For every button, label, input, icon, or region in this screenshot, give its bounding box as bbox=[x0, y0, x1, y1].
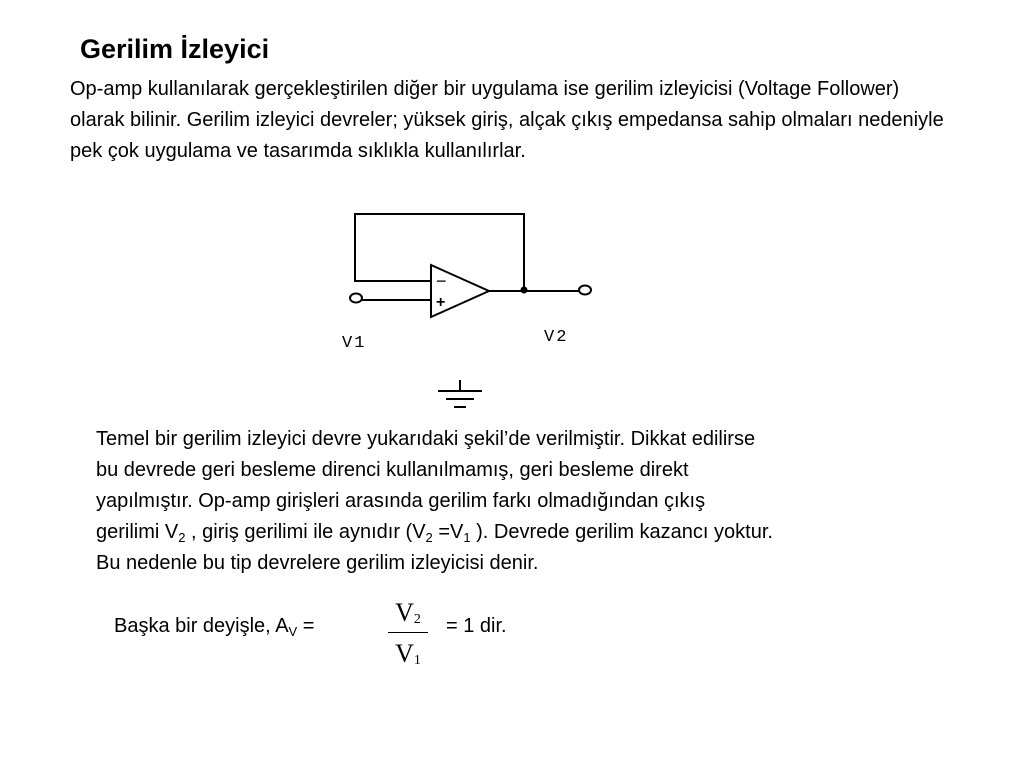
input-terminal bbox=[350, 294, 362, 303]
fraction-denominator: $V_1$ bbox=[395, 639, 421, 668]
inverting-input-sign: − bbox=[436, 271, 447, 291]
junction-dot bbox=[521, 287, 528, 294]
explanation-line-3: yapılmıştır. Op-amp girişleri arasında gerilim farkı olmadığından çıkış bbox=[96, 490, 706, 512]
explanation-line-5: Bu nedenle bu tip devrelere gerilim izleyicisi denir. bbox=[96, 552, 539, 574]
gain-fraction bbox=[388, 598, 428, 669]
intro-paragraph: Op-amp kullanılarak gerçekleştirilen diğer bir uygulama ise gerilim izleyicisi (Voltage Follower) olarak bilinir. Gerilim izleyici devreler; yüksek giriş, alçak çıkış empedansa sahip olmaları nedeniyle pek çok uygulama ve tasarımda sıklıkla kullanılırlar. bbox=[70, 78, 944, 162]
fraction-numerator: $V_2$ bbox=[395, 598, 421, 627]
input-label-v1: V1 bbox=[342, 334, 367, 353]
explanation-line-1: Temel bir gerilim izleyici devre yukarıdaki şekil’de verilmiştir. Dikkat edilirse bbox=[96, 428, 756, 450]
output-terminal bbox=[579, 286, 591, 295]
non-inverting-input-sign: + bbox=[436, 294, 446, 311]
explanation-line-2: bu devrede geri besleme direnci kullanılmamış, geri besleme direkt bbox=[96, 459, 689, 481]
ground-symbol bbox=[438, 380, 482, 407]
page-title: Gerilim İzleyici bbox=[80, 34, 270, 64]
fraction-bar bbox=[388, 632, 428, 633]
explanation-line-4: gerilimi $V_2$ , giriş gerilimi ile aynıdır ($V_2 =V_1$ ). Devrede gerilim kazancı yoktur. bbox=[96, 521, 773, 545]
gain-formula-result: = 1 dir. bbox=[446, 615, 507, 637]
voltage-follower-circuit-diagram bbox=[330, 205, 630, 415]
output-label-v2: V2 bbox=[544, 328, 569, 347]
explanation-paragraph bbox=[96, 424, 996, 579]
gain-formula-prefix: Başka bir deyişle, $A_V$ = bbox=[114, 615, 315, 639]
